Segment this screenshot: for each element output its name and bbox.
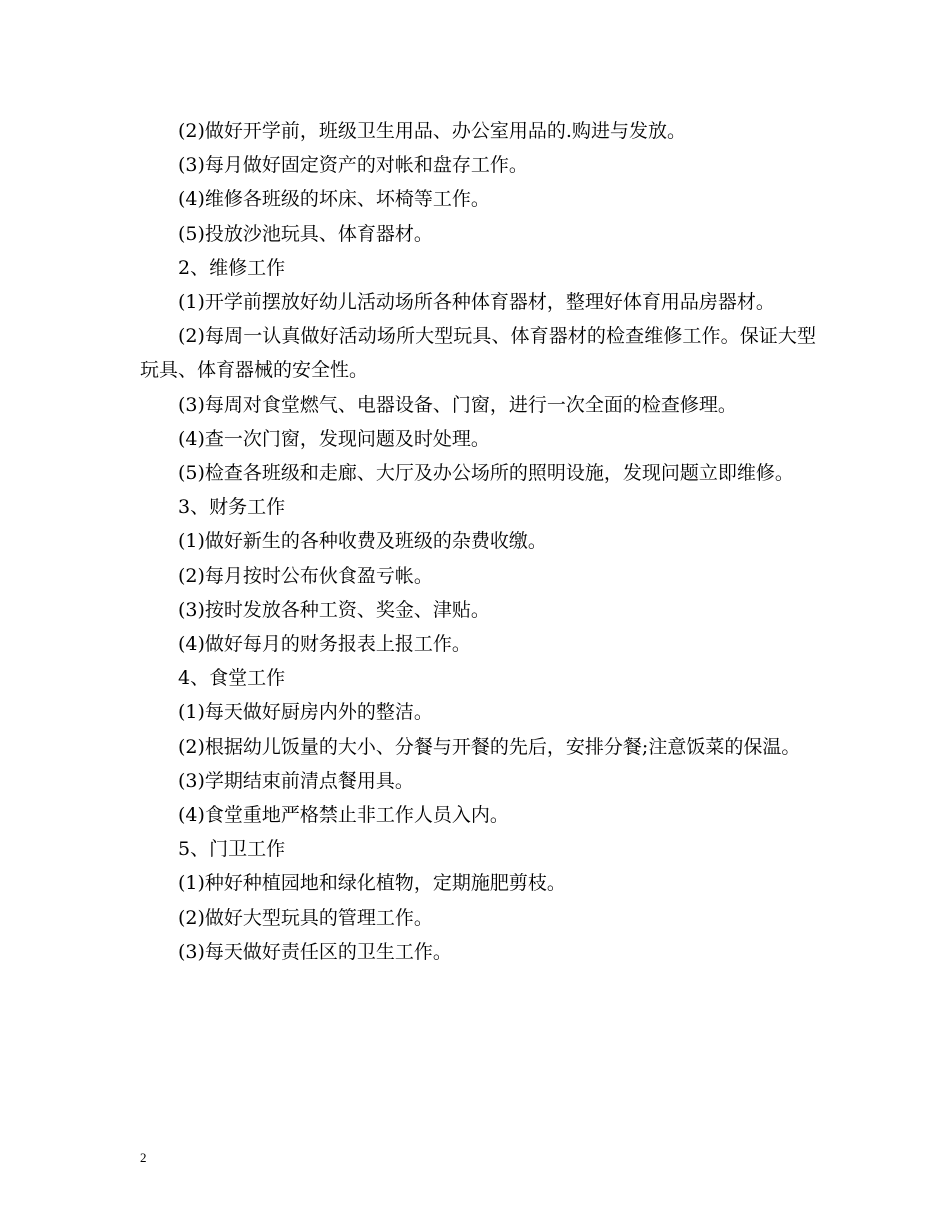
paragraph: (4)食堂重地严格禁止非工作人员入内。 <box>178 804 509 827</box>
paragraph: (4)查一次门窗，发现问题及时处理。 <box>178 427 490 450</box>
section-heading: 5、门卫工作 <box>178 838 286 861</box>
paragraph: (4)维修各班级的坏床、坏椅等工作。 <box>178 188 490 211</box>
paragraph: (5)检查各班级和走廊、大厅及办公场所的照明设施，发现问题立即维修。 <box>178 462 794 485</box>
page-number: 2 <box>140 1150 147 1165</box>
section-heading: 3、财务工作 <box>178 496 286 519</box>
paragraph: (3)学期结束前清点餐用具。 <box>178 769 414 792</box>
paragraph: (1)开学前摆放好幼儿活动场所各种体育器材，整理好体育用品房器材。 <box>178 291 775 314</box>
paragraph: (3)每周对食堂燃气、电器设备、门窗，进行一次全面的检查修理。 <box>178 393 737 416</box>
paragraph: (2)做好开学前，班级卫生用品、办公室用品的.购进与发放。 <box>178 120 686 142</box>
paragraph: (2)每月按时公布伙食盈亏帐。 <box>178 564 433 587</box>
paragraph: (2)做好大型玩具的管理工作。 <box>178 906 433 929</box>
section-heading: 4、食堂工作 <box>178 667 286 690</box>
paragraph: (1)每天做好厨房内外的整洁。 <box>178 701 433 724</box>
paragraph: (5)投放沙池玩具、体育器材。 <box>178 222 433 245</box>
paragraph: (3)每天做好责任区的卫生工作。 <box>178 940 452 963</box>
paragraph: (1)做好新生的各种收费及班级的杂费收缴。 <box>178 530 547 553</box>
paragraph: (3)按时发放各种工资、奖金、津贴。 <box>178 598 490 621</box>
paragraph: (1)种好种植园地和绿化植物，定期施肥剪枝。 <box>178 872 566 895</box>
paragraph: (2)根据幼儿饭量的大小、分餐与开餐的先后，安排分餐;注意饭菜的保温。 <box>178 735 801 758</box>
section-heading: 2、维修工作 <box>178 256 286 279</box>
paragraph: (4)做好每月的财务报表上报工作。 <box>178 633 471 656</box>
paragraph: (2)每周一认真做好活动场所大型玩具、体育器材的检查维修工作。保证大型玩具、体育器械的安全性。 <box>140 325 816 382</box>
body-text <box>140 114 816 969</box>
paragraph: (3)每月做好固定资产的对帐和盘存工作。 <box>178 154 528 177</box>
